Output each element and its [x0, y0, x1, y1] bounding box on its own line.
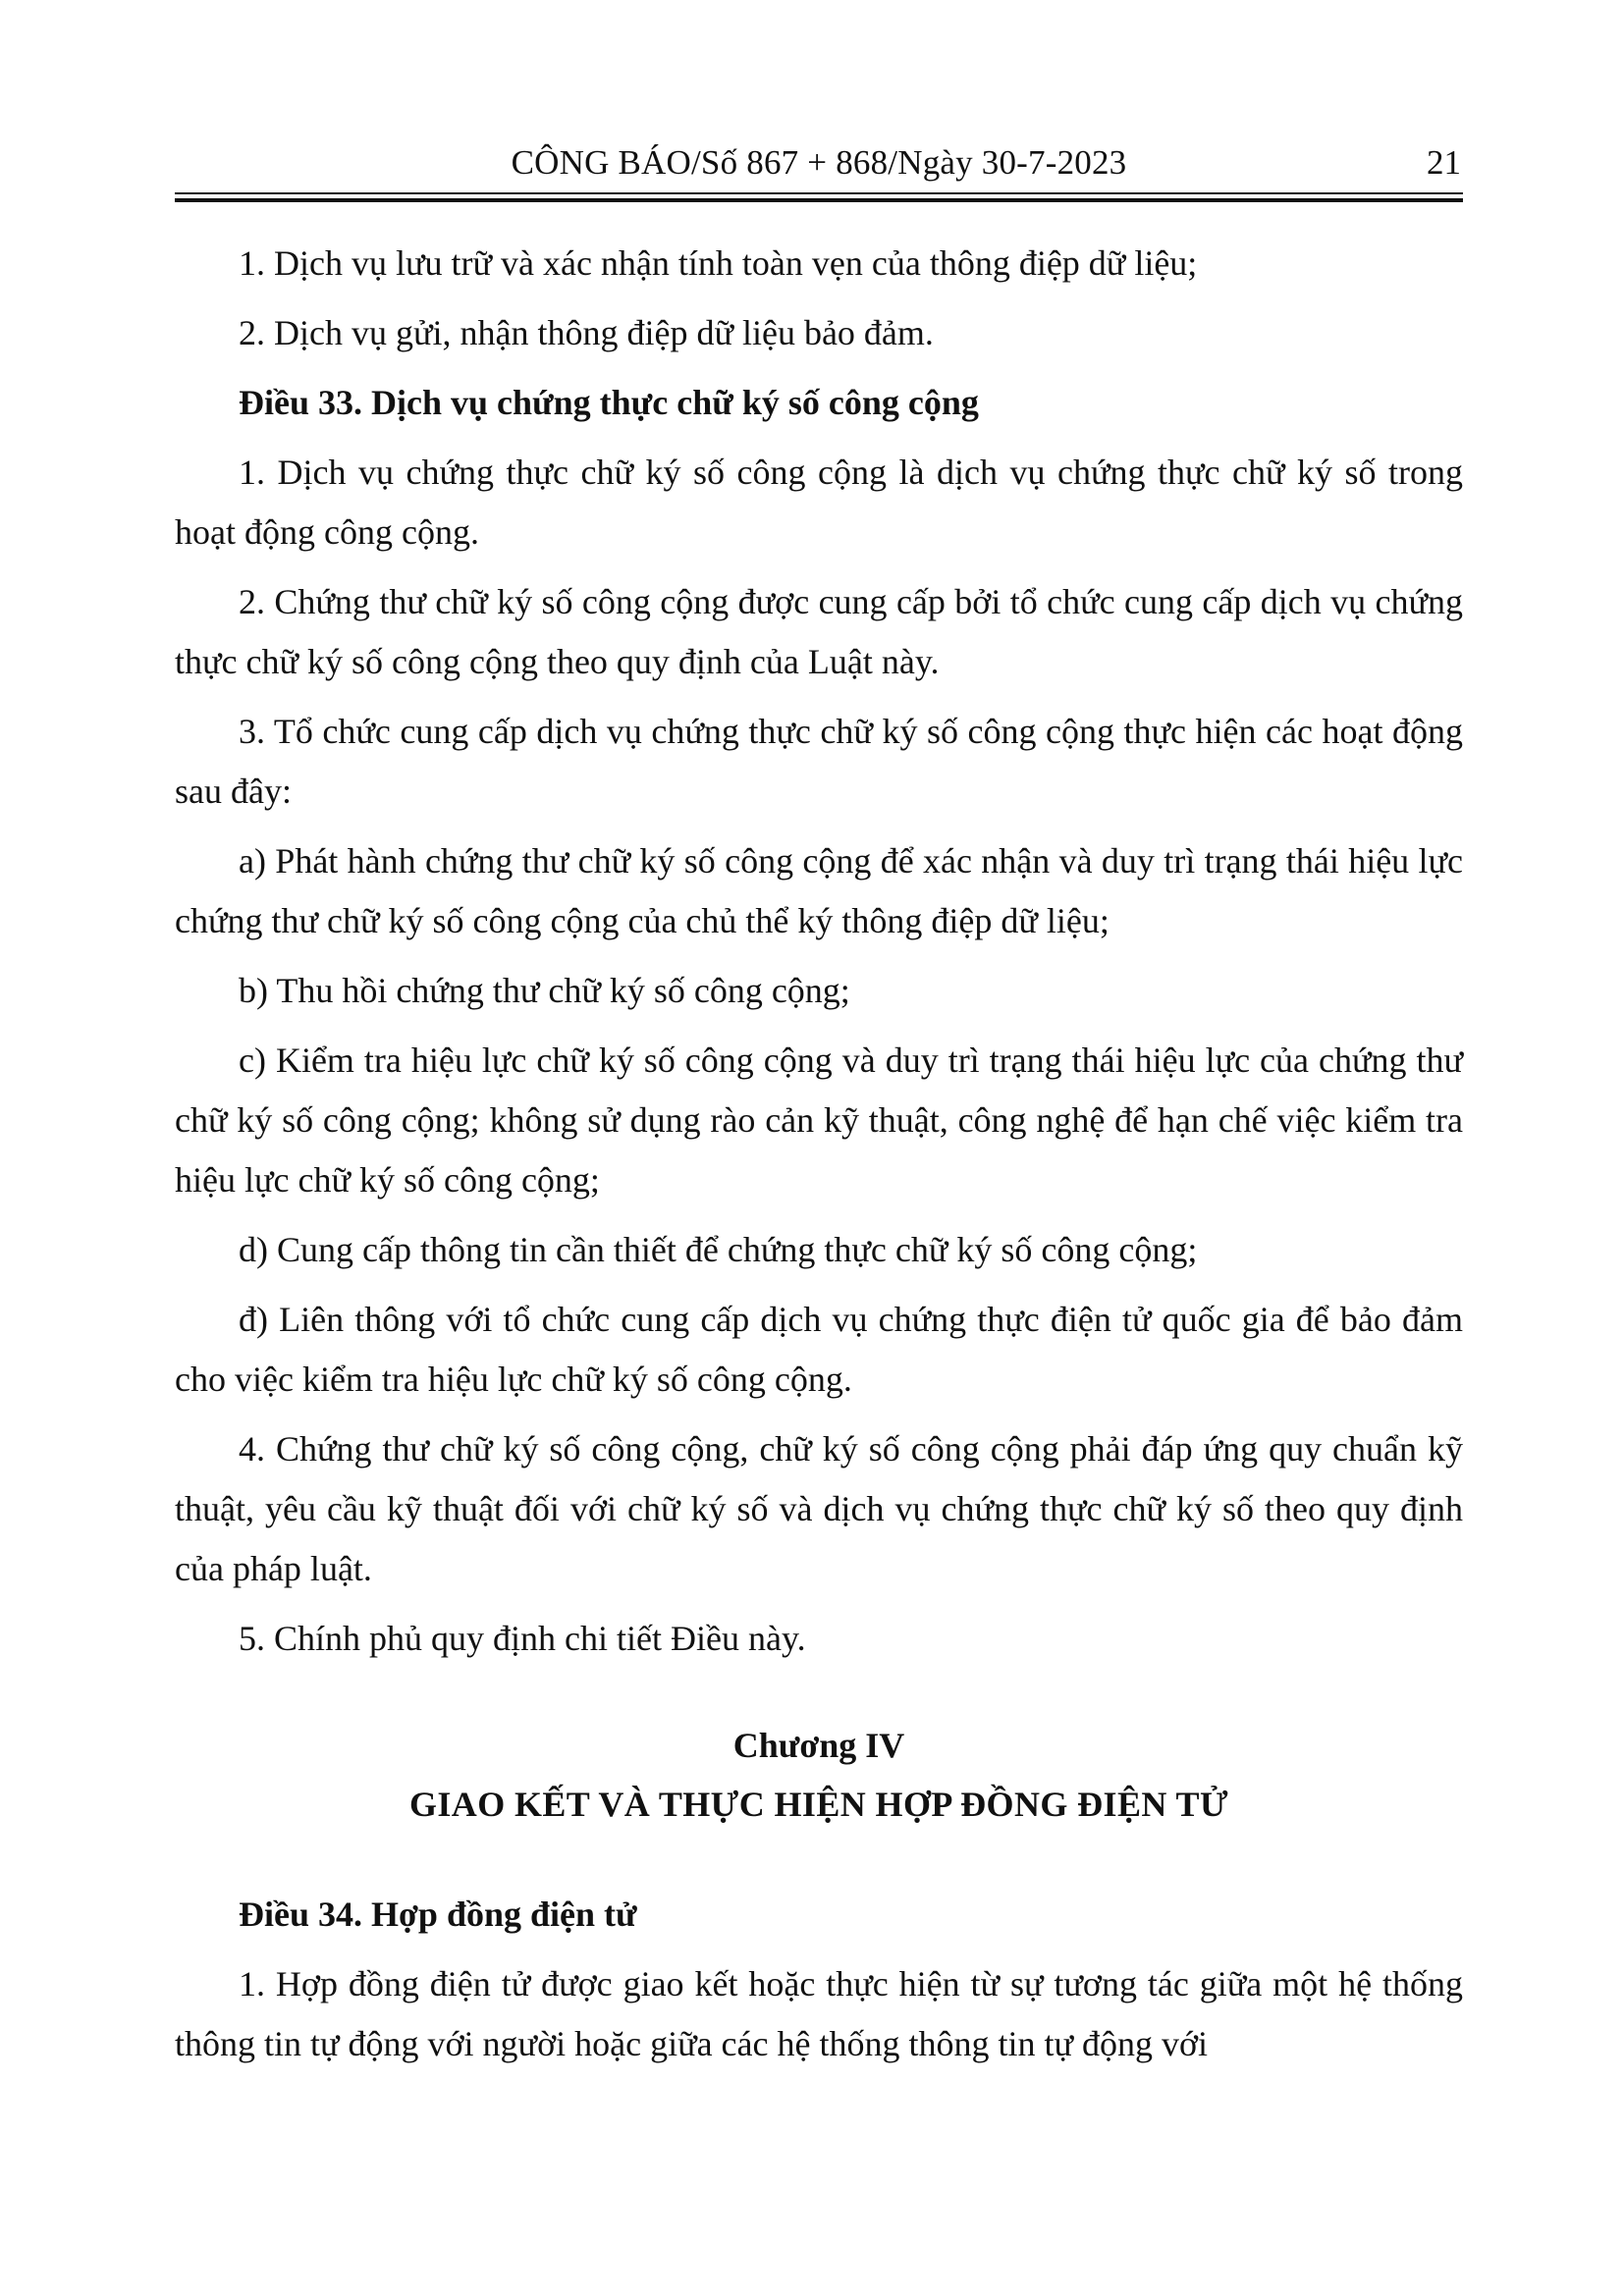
document-body [175, 234, 1463, 2084]
paragraph: d) Cung cấp thông tin cần thiết để chứng thực chữ ký số công cộng; [239, 1230, 1198, 1269]
paragraph: 2. Chứng thư chữ ký số công cộng được cung cấp bởi tổ chức cung cấp dịch vụ chứng thực chữ ký số công cộng theo quy định của Luật này. [175, 582, 1463, 681]
header-rule-thin [175, 192, 1463, 194]
article-34-heading: Điều 34. Hợp đồng điện tử [239, 1895, 637, 1934]
header-rule-thick [175, 198, 1463, 202]
paragraph: 1. Dịch vụ lưu trữ và xác nhận tính toàn vẹn của thông điệp dữ liệu; [239, 243, 1198, 283]
paragraph: 1. Hợp đồng điện tử được giao kết hoặc thực hiện từ sự tương tác giữa một hệ thống thông tin tự động với người hoặc giữa các hệ thống thông tin tự động với [175, 1964, 1463, 2063]
paragraph: c) Kiểm tra hiệu lực chữ ký số công cộng và duy trì trạng thái hiệu lực của chứng thư chữ ký số công cộng; không sử dụng rào cản kỹ thuật, công nghệ để hạn chế việc kiểm tra hiệu lực chữ ký số công cộng; [175, 1041, 1463, 1200]
chapter-heading [175, 1716, 1463, 1834]
gazette-header-title: CÔNG BÁO/Số 867 + 868/Ngày 30-7-2023 [511, 143, 1127, 182]
page-header [175, 135, 1463, 194]
paragraph: 1. Dịch vụ chứng thực chữ ký số công cộng là dịch vụ chứng thực chữ ký số trong hoạt động công cộng. [175, 453, 1463, 552]
chapter-label: Chương IV [732, 1726, 905, 1765]
paragraph: 3. Tổ chức cung cấp dịch vụ chứng thực chữ ký số công cộng thực hiện các hoạt động sau đây: [175, 712, 1463, 811]
paragraph: đ) Liên thông với tổ chức cung cấp dịch vụ chứng thực điện tử quốc gia để bảo đảm cho việc kiểm tra hiệu lực chữ ký số công cộng. [175, 1300, 1463, 1399]
article-33-heading: Điều 33. Dịch vụ chứng thực chữ ký số công cộng [239, 383, 979, 422]
paragraph: 5. Chính phủ quy định chi tiết Điều này. [239, 1619, 806, 1658]
paragraph: 4. Chứng thư chữ ký số công cộng, chữ ký số công cộng phải đáp ứng quy chuẩn kỹ thuật, yêu cầu kỹ thuật đối với chữ ký số và dịch vụ chứng thực chữ ký số theo quy định của pháp luật. [175, 1429, 1463, 1588]
paragraph: a) Phát hành chứng thư chữ ký số công cộng để xác nhận và duy trì trạng thái hiệu lực chứng thư chữ ký số công cộng của chủ thể ký thông điệp dữ liệu; [175, 841, 1463, 940]
paragraph: b) Thu hồi chứng thư chữ ký số công cộng; [239, 971, 850, 1010]
paragraph: 2. Dịch vụ gửi, nhận thông điệp dữ liệu bảo đảm. [239, 313, 934, 352]
page-number: 21 [1427, 143, 1461, 182]
chapter-title: GIAO KẾT VÀ THỰC HIỆN HỢP ĐỒNG ĐIỆN TỬ [408, 1785, 1228, 1824]
